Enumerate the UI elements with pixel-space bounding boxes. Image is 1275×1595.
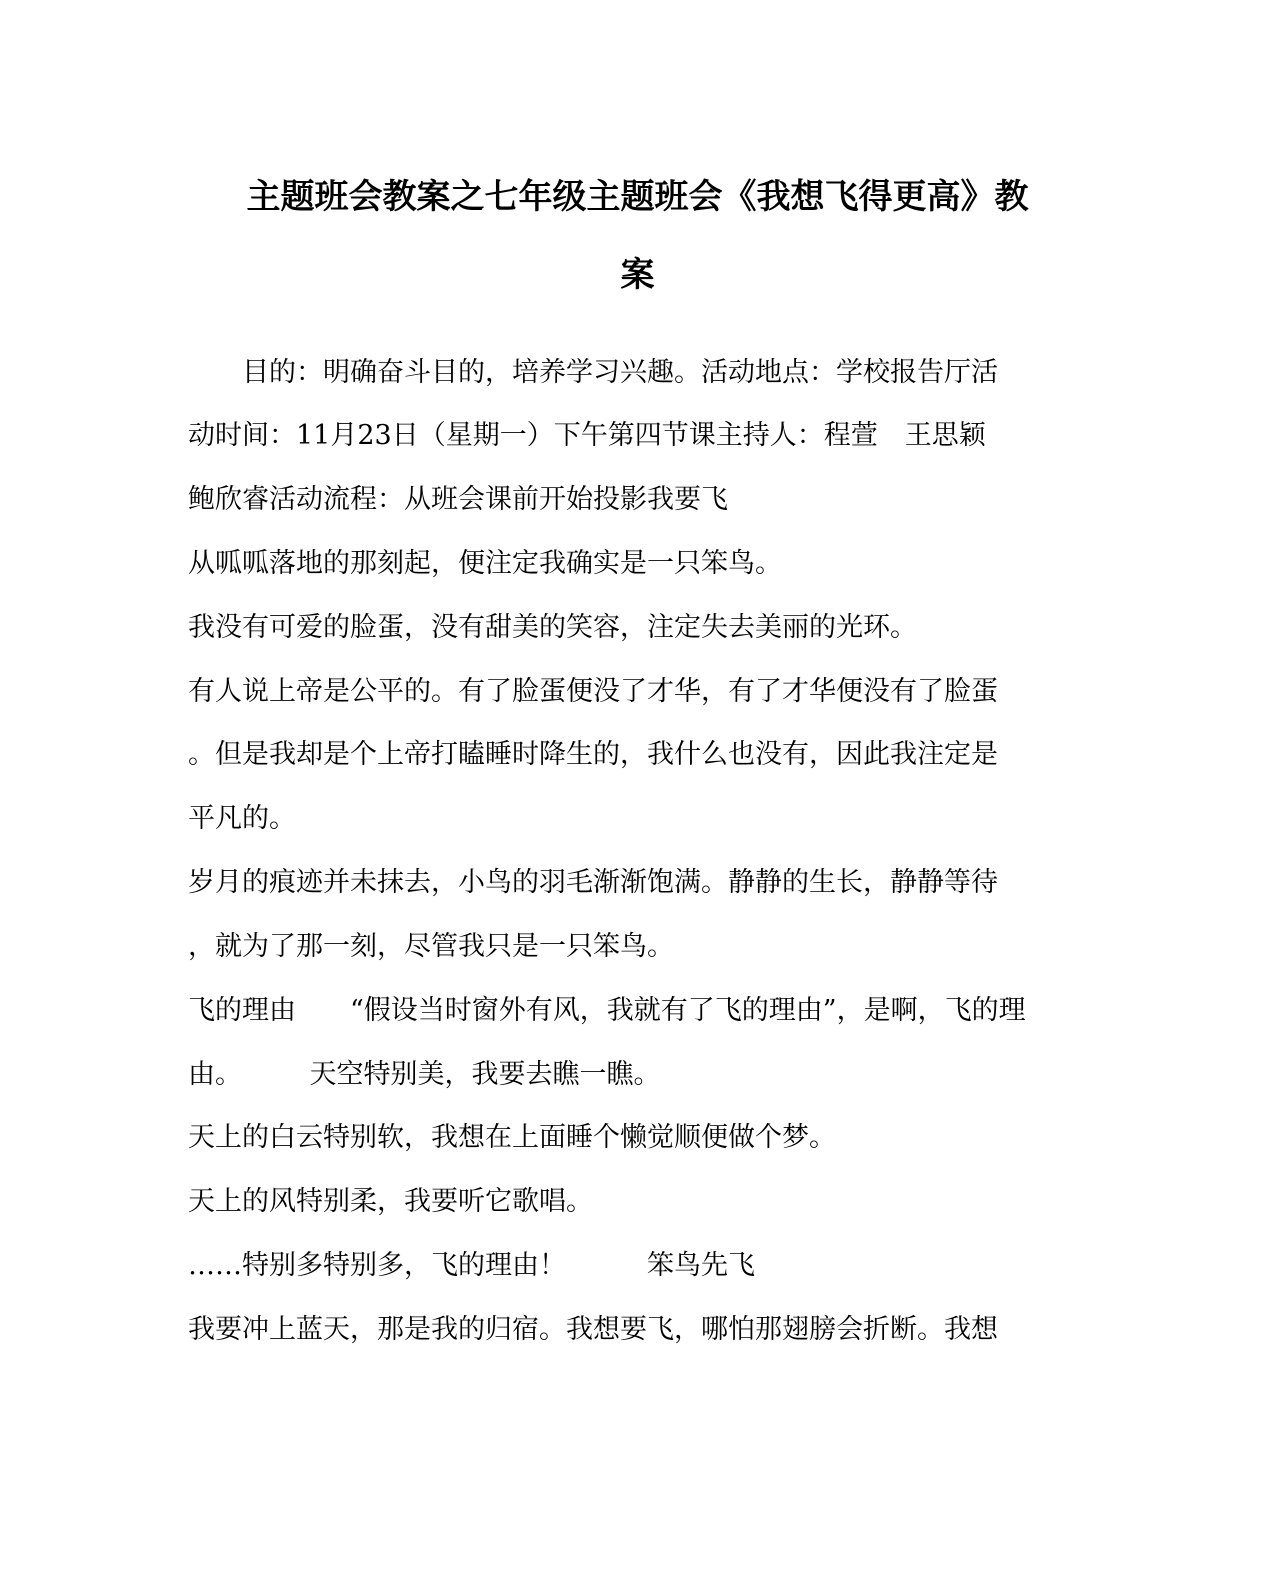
body-line: 由。 天空特别美，我要去瞧一瞧。 (188, 1059, 661, 1090)
title-line-1: 主题班会教案之七年级主题班会《我想飞得更高》教 (246, 177, 1029, 217)
body-line: 岁月的痕迹并未抹去，小鸟的羽毛渐渐饱满。静静的生长，静静等待 (188, 867, 998, 898)
body-line: 有人说上帝是公平的。有了脸蛋便没了才华，有了才华便没有了脸蛋 (188, 676, 998, 707)
body-line: ，就为了那一刻，尽管我只是一只笨鸟。 (188, 931, 674, 962)
body-line: 。但是我却是个上帝打瞌睡时降生的，我什么也没有，因此我注定是 (188, 739, 998, 770)
body-line: 从呱呱落地的那刻起，便注定我确实是一只笨鸟。 (188, 548, 782, 579)
title-line-2: 案 (620, 255, 655, 295)
body-line: 目的：明确奋斗目的，培养学习兴趣。活动地点：学校报告厅活 (188, 357, 998, 388)
body-line: 动时间：11月23日（星期一）下午第四节课主持人：程萱 王思颖 (188, 420, 986, 451)
document-title (160, 158, 1115, 314)
body-line: 平凡的。 (188, 803, 296, 834)
body-line: ……特别多特别多，飞的理由！ 笨鸟先飞 (188, 1250, 755, 1281)
body-line: 飞的理由 “假设当时窗外有风，我就有了飞的理由”，是啊，飞的理 (188, 995, 1026, 1026)
body-line: 天上的白云特别软，我想在上面睡个懒觉顺便做个梦。 (188, 1122, 836, 1153)
body-line: 我没有可爱的脸蛋，没有甜美的笑容，注定失去美丽的光环。 (188, 612, 917, 643)
body-line: 我要冲上蓝天，那是我的归宿。我想要飞，哪怕那翅膀会折断。我想 (188, 1314, 998, 1345)
body-line: 天上的风特别柔，我要听它歌唱。 (188, 1186, 593, 1217)
body-line: 鲍欣睿活动流程：从班会课前开始投影我要飞 (188, 484, 728, 515)
